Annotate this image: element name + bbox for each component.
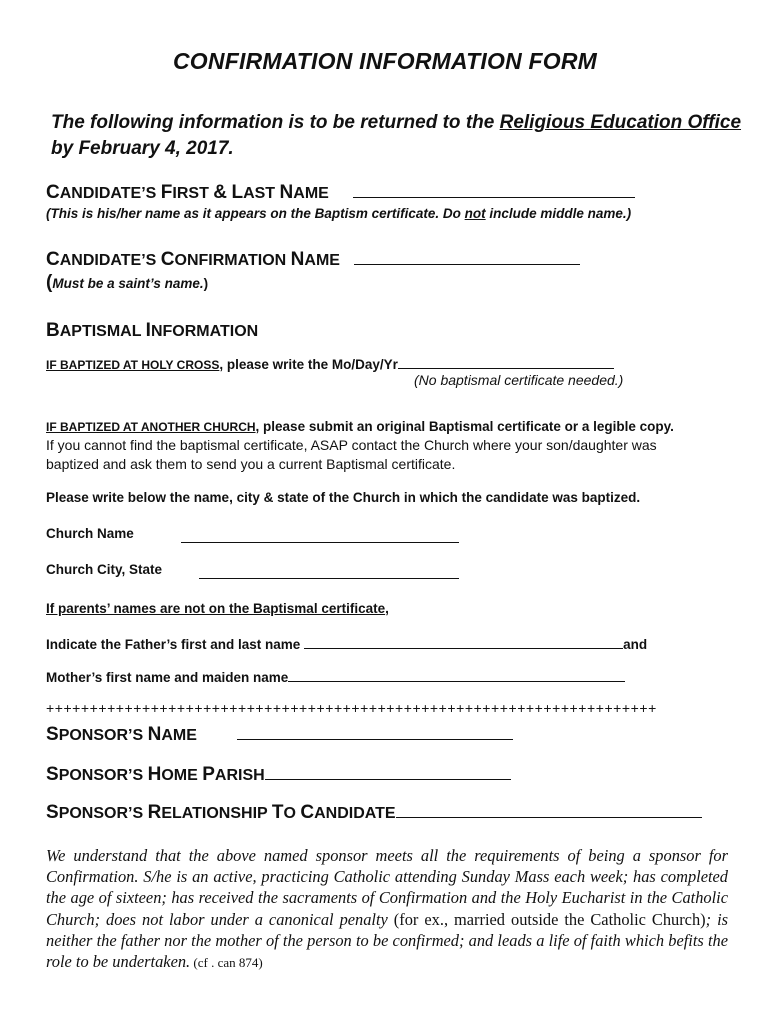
statement-example: (for ex., married outside the Catholic Church) [387,909,706,929]
intro-deadline: by February 4, 2017. [51,138,234,159]
another-church-row [46,419,674,434]
sponsor-parish-row [46,764,511,786]
confirmation-name-label: CANDIDATE’S CONFIRMATION NAME [46,249,340,270]
cannot-find-line1: If you cannot find the baptismal certificate, ASAP contact the Church where your son/daughter was [46,437,657,453]
sponsor-name-field[interactable] [237,725,513,740]
holy-cross-row [46,354,614,372]
paren-open: ( [46,272,53,293]
sponsor-name-row [46,724,513,746]
another-church-text: , please submit an original Baptismal certificate or a legible copy. [255,419,674,434]
mother-name-row [46,667,625,685]
sponsor-parish-label: SPONSOR’S HOME PARISH [46,764,265,785]
church-city-label: Church City, State [46,562,163,577]
religious-education-office: Religious Education Office [499,112,742,133]
mother-name-field[interactable] [288,667,625,682]
mother-name-label: Mother’s first name and maiden name [46,670,289,685]
another-church-label: IF BAPTIZED AT ANOTHER CHURCH [46,420,256,434]
candidate-name-row [46,182,635,204]
statement-text-cont: ; is neither the father nor the mother of the person to be confirmed; and leads a life of faith which befits the role to be undertaken. [46,909,728,972]
intro-instructions [51,110,741,162]
sponsor-statement [46,845,728,973]
sponsor-name-label: SPONSOR’S NAME [46,724,197,745]
statement-text: We understand that the above named sponsor meets all the requirements of being a sponsor for Confirmation. S/he is an active, practicing Catholic attending Sunday Mass each week; has completed the age of sixteen; has received the sacraments of Confirmation and the Holy Eucharist in the Catholic Church; does not labor under a canonical penalty [46,846,728,929]
sponsor-relationship-field[interactable] [396,803,702,818]
holy-cross-text: , please write the Mo/Day/Yr [219,357,398,372]
church-city-field[interactable] [199,564,459,579]
father-and: and [623,637,648,652]
father-name-label: Indicate the Father’s first and last name [46,637,305,652]
parents-comma: , [385,601,389,616]
paren-close: ) [203,276,209,291]
note-not: not [464,206,486,221]
confirmation-name-note [46,272,208,294]
father-name-row [46,634,647,652]
parents-note: If parents’ names are not on the Baptismal certificate [46,601,386,616]
holy-cross-label: IF BAPTIZED AT HOLY CROSS [46,358,220,372]
candidate-name-note [46,206,631,221]
candidate-name-field[interactable] [353,183,635,198]
church-name-label: Church Name [46,526,134,541]
saint-name-note: Must be a saint’s name. [52,276,204,291]
confirmation-name-field[interactable] [354,250,580,265]
sponsor-relationship-row [46,802,702,824]
write-below-instruction: Please write below the name, city & state of the Church in which the candidate was baptized. [46,490,641,505]
sponsor-relationship-label: SPONSOR’S RELATIONSHIP TO CANDIDATE [46,802,396,823]
baptism-date-field[interactable] [398,354,614,369]
sponsor-parish-field[interactable] [265,765,511,780]
no-certificate-note: (No baptismal certificate needed.) [414,372,624,388]
confirmation-name-row [46,249,580,271]
note-text-end: include middle name.) [485,206,632,221]
parents-note-row [46,601,389,616]
separator-line: ++++++++++++++++++++++++++++++++++++++++++++++++++++++++++++++++++++++ [46,700,657,716]
candidate-name-label: CANDIDATE’S FIRST & LAST NAME [46,182,329,203]
form-title: CONFIRMATION INFORMATION FORM [172,48,597,74]
baptismal-heading: BAPTISMAL INFORMATION [46,320,259,341]
canon-reference: (cf . can 874) [190,955,263,971]
father-name-field[interactable] [304,634,623,649]
intro-text: The following information is to be returned to the [51,112,500,133]
church-name-field[interactable] [181,528,459,543]
note-text: (This is his/her name as it appears on the Baptism certificate. Do [46,206,465,221]
cannot-find-line2: baptized and ask them to send you a current Baptismal certificate. [46,456,456,472]
